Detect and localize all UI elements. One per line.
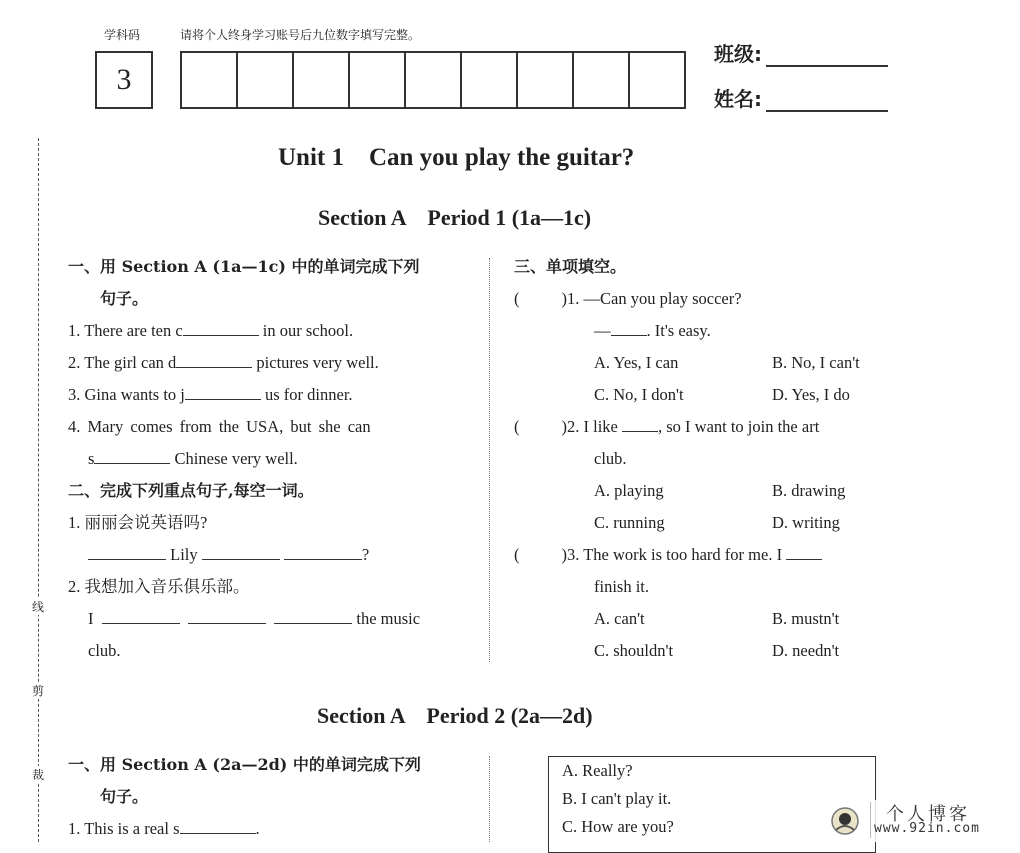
answer-blank[interactable] <box>786 543 822 560</box>
column-divider-2 <box>489 756 490 842</box>
digit-box[interactable] <box>630 53 684 107</box>
answer-blank[interactable] <box>88 543 166 560</box>
question-4-cont <box>68 443 420 475</box>
answer-paren-open: ( <box>514 545 520 564</box>
part1-heading: 一、用 Section A (1a—1c) 中的单词完成下列 <box>68 257 420 276</box>
question-2 <box>68 347 420 379</box>
option-c[interactable]: C. No, I don't <box>594 385 684 404</box>
period1-title: Section A Period 1 (1a—1c) <box>318 205 592 230</box>
option-d[interactable]: D. Yes, I do <box>772 385 850 404</box>
cq2-text-end: , so I want to join the art <box>657 417 820 436</box>
q4-text: s <box>88 449 95 468</box>
account-instruction: 请将个人终身学习账号后九位数字填写完整。 <box>180 28 421 42</box>
p2-part1-heading-cont: 句子。 <box>100 787 149 806</box>
option-b[interactable]: B. No, I can't <box>772 353 860 372</box>
translation-2-start: I <box>88 609 98 628</box>
answer-blank[interactable] <box>180 817 256 834</box>
translation-1-answer <box>68 539 420 571</box>
choice-question-1 <box>514 283 914 315</box>
period1-left-column <box>68 251 420 667</box>
q4-text-end: Chinese very well. <box>170 449 298 468</box>
option-c[interactable]: C. running <box>594 513 665 532</box>
option-c[interactable]: C. shouldn't <box>594 641 674 660</box>
translation-1-word: Lily <box>166 545 202 564</box>
name-label: 姓名: <box>714 87 762 111</box>
q1-text-end: in our school. <box>258 321 354 340</box>
question-1 <box>68 315 420 347</box>
answer-blank[interactable] <box>102 607 180 624</box>
option-a[interactable]: A. playing <box>594 481 664 500</box>
p2q1-text: 1. This is a real s <box>68 819 180 838</box>
period2-title: Section A Period 2 (2a—2d) <box>317 703 593 728</box>
option-a[interactable]: A. Yes, I can <box>594 353 679 372</box>
class-blank[interactable] <box>766 47 888 67</box>
dialogue-option-b: B. I can't play it. <box>562 789 672 808</box>
answer-blank[interactable] <box>188 607 266 624</box>
cut-mark-xian: 线 <box>32 600 45 614</box>
period2-left-column <box>68 749 421 845</box>
digit-box[interactable] <box>406 53 462 107</box>
subject-code: 3 <box>116 63 132 96</box>
cq1-text-end: . It's easy. <box>646 321 711 340</box>
p2-question-1 <box>68 813 421 845</box>
digit-box[interactable] <box>350 53 406 107</box>
choice-options-3a <box>514 603 914 635</box>
option-a[interactable]: A. can't <box>594 609 645 628</box>
class-label: 班级: <box>714 42 762 66</box>
q2-text-end: pictures very well. <box>252 353 379 372</box>
digit-box[interactable] <box>574 53 630 107</box>
dialogue-option-a: A. Really? <box>562 761 633 780</box>
digit-box[interactable] <box>238 53 294 107</box>
answer-blank[interactable] <box>183 319 259 336</box>
watermark-text: 个人博客 <box>886 804 970 825</box>
choice-question-2-cont: club. <box>594 449 627 468</box>
choice-options-1b <box>514 379 914 411</box>
question-3 <box>68 379 420 411</box>
option-d[interactable]: D. needn't <box>772 641 840 660</box>
digit-box[interactable] <box>462 53 518 107</box>
cq2-text: )2. I like <box>561 417 622 436</box>
answer-paren-open: ( <box>514 289 520 308</box>
cq1-text: )1. —Can you play soccer? <box>561 289 742 308</box>
translation-2-tail: club. <box>88 641 121 660</box>
name-blank[interactable] <box>766 92 888 112</box>
watermark-divider <box>870 802 871 838</box>
choice-question-3 <box>514 539 914 571</box>
column-divider <box>489 258 490 662</box>
option-b[interactable]: B. drawing <box>772 481 846 500</box>
digit-box[interactable] <box>518 53 574 107</box>
choice-question-2 <box>514 411 914 443</box>
unit-title: Unit 1 Can you play the guitar? <box>278 144 635 171</box>
q1-text: 1. There are ten c <box>68 321 183 340</box>
answer-blank[interactable] <box>622 415 658 432</box>
digit-box[interactable] <box>294 53 350 107</box>
answer-blank[interactable] <box>284 543 362 560</box>
choice-question-3-cont: finish it. <box>594 577 650 596</box>
part1-heading-cont: 句子。 <box>100 289 149 308</box>
q3-text: 3. Gina wants to j <box>68 385 185 404</box>
name-field[interactable] <box>714 83 888 112</box>
option-b[interactable]: B. mustn't <box>772 609 840 628</box>
answer-blank[interactable] <box>185 383 261 400</box>
q3-text-end: us for dinner. <box>260 385 353 404</box>
question-4: 4. Mary comes from the USA, but she can <box>68 417 371 436</box>
choice-question-1-cont <box>514 315 914 347</box>
translation-1: 1. 丽丽会说英语吗? <box>68 513 208 532</box>
translation-1-end: ? <box>361 545 370 564</box>
period1-right-column <box>514 251 914 667</box>
account-digit-boxes[interactable] <box>180 51 686 109</box>
translation-2-answer <box>68 603 420 635</box>
subject-code-label: 学科码 <box>104 28 141 42</box>
cut-mark-jian: 剪 <box>32 684 45 698</box>
translation-2: 2. 我想加入音乐俱乐部。 <box>68 577 250 596</box>
cq3-text: )3. The work is too hard for me. I <box>561 545 787 564</box>
choice-options-1a <box>514 347 914 379</box>
answer-blank[interactable] <box>176 351 252 368</box>
answer-blank[interactable] <box>611 319 647 336</box>
q2-text: 2. The girl can d <box>68 353 177 372</box>
class-field[interactable] <box>714 38 888 67</box>
answer-blank[interactable] <box>94 447 170 464</box>
choice-options-2b <box>514 507 914 539</box>
answer-blank[interactable] <box>202 543 280 560</box>
dialogue-option-c: C. How are you? <box>562 817 674 836</box>
p2-part1-heading: 一、用 Section A (2a—2d) 中的单词完成下列 <box>68 755 421 774</box>
digit-box[interactable] <box>182 53 238 107</box>
option-d[interactable]: D. writing <box>772 513 840 532</box>
cut-line <box>38 138 39 842</box>
choice-options-2a <box>514 475 914 507</box>
subject-code-box <box>95 51 153 109</box>
watermark-logo-icon <box>828 804 862 838</box>
watermark-url: www.92in.com <box>874 821 980 836</box>
answer-blank[interactable] <box>274 607 352 624</box>
translation-2-end: the music <box>352 609 421 628</box>
p2q1-end: . <box>255 819 260 838</box>
choice-options-3b <box>514 635 914 667</box>
watermark <box>826 800 1016 842</box>
cut-mark-cai: 裁 <box>32 768 45 782</box>
part2-heading: 二、完成下列重点句子,每空一词。 <box>68 481 314 500</box>
cq1-dash: — <box>594 321 611 340</box>
answer-paren-open: ( <box>514 417 520 436</box>
part3-heading: 三、单项填空。 <box>514 257 627 276</box>
